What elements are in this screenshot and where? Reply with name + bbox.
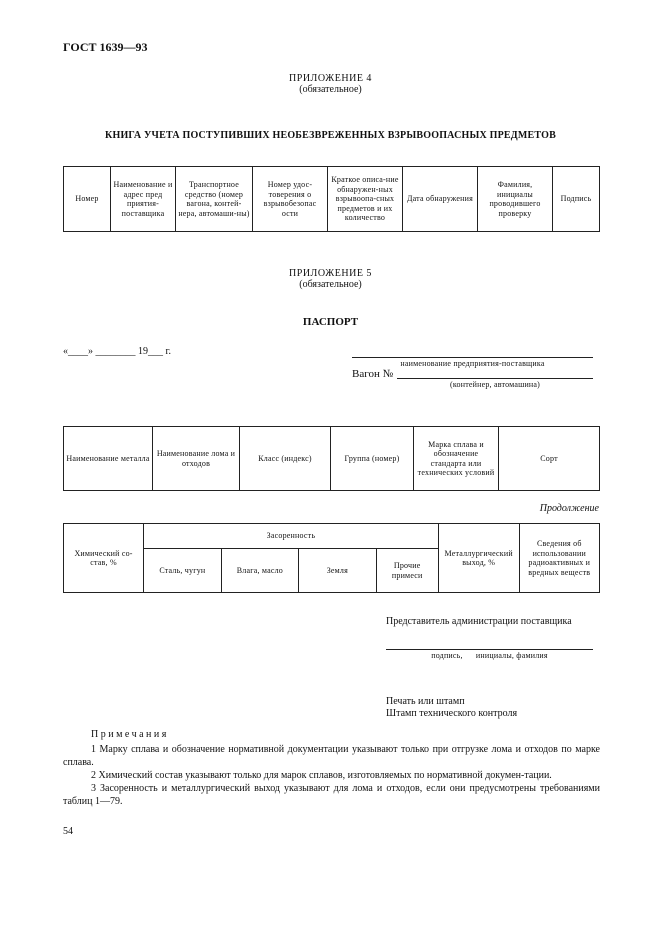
signature-line [386, 649, 593, 650]
date-line: «____» ________ 19___ г. [63, 346, 171, 357]
col-other: Прочие примеси [376, 549, 438, 593]
col-earth: Земля [299, 549, 376, 593]
col-contamination: Засоренность [144, 524, 439, 549]
col-inspector: Фамилия, инициалы проводившего проверку [478, 167, 553, 232]
col-class: Класс (индекс) [240, 427, 331, 491]
col-moisture: Влага, масло [221, 549, 299, 593]
continuation-label: Продолжение [539, 503, 599, 514]
note-item: 1 Марку сплава и обозначение нормативной документации указывают только при отгрузке лома и отходов по марке сплава. [63, 744, 600, 768]
col-metal-name: Наименование металла [64, 427, 153, 491]
stamp-label: Штамп технического контроля [386, 708, 518, 719]
col-sort: Сорт [499, 427, 600, 491]
note-item: 2 Химический состав указывают только для марок сплавов, изготовляемых по нормативной докумен-тации. [91, 770, 552, 781]
wagon-line [397, 378, 593, 379]
col-transport: Транспортное средство (номер вагона, контей-нера, автомаши-ны) [176, 167, 253, 232]
appendix5-title: ПРИЛОЖЕНИЕ 5 [289, 268, 372, 279]
appendix4-status: (обязательное) [299, 84, 362, 95]
col-yield: Металлургический выход, % [438, 524, 519, 593]
signature-caption: подпись, инициалы, фамилия [431, 651, 548, 660]
page-number: 54 [63, 826, 73, 837]
col-chemical: Химический со-став, % [64, 524, 144, 593]
col-number: Номер [64, 167, 111, 232]
col-certificate: Номер удос-товерения о взрывобезопас ости [253, 167, 328, 232]
wagon-label: Вагон № [352, 368, 394, 380]
col-group: Группа (номер) [331, 427, 414, 491]
col-alloy-grade: Марка сплава и обозначение стандарта или технических условий [414, 427, 499, 491]
appendix4-title: ПРИЛОЖЕНИЕ 4 [289, 73, 372, 84]
col-scrap-name: Наименование лома и отходов [153, 427, 240, 491]
supplier-name-line [352, 357, 593, 358]
notes-title: Примечания [91, 729, 169, 740]
col-supplier: Наименование и адрес пред приятия-поставщика [111, 167, 176, 232]
passport-heading: ПАСПОРТ [302, 316, 359, 328]
col-steel: Сталь, чугун [144, 549, 222, 593]
continuation-table [63, 523, 600, 593]
notes-list [63, 743, 600, 808]
supplier-caption: наименование предприятия-поставщика [400, 359, 545, 368]
appendix4-table [63, 166, 600, 232]
seal-label: Печать или штамп [386, 696, 465, 707]
note-item: 3 Засоренность и металлургический выход указывают для лома и отходов, если они предусмотрены требованиями таблиц 1—79. [63, 783, 600, 807]
col-signature: Подпись [553, 167, 600, 232]
col-radioactive: Сведения об использовании радиоактивных и вредных веществ [519, 524, 599, 593]
representative-label: Представитель администрации поставщика [386, 616, 572, 627]
col-description: Краткое описа-ние обнаружен-ных взрывоопа-сных предметов и их количество [328, 167, 403, 232]
passport-table [63, 426, 600, 491]
col-date: Дата обнаружения [403, 167, 478, 232]
appendix5-status: (обязательное) [299, 279, 362, 290]
appendix4-heading: КНИГА УЧЕТА ПОСТУПИВШИХ НЕОБЕЗВРЕЖЕННЫХ ВЗРЫВООПАСНЫХ ПРЕДМЕТОВ [105, 130, 556, 141]
wagon-caption: (контейнер, автомашина) [449, 380, 541, 389]
standard-number: ГОСТ 1639—93 [63, 40, 148, 54]
